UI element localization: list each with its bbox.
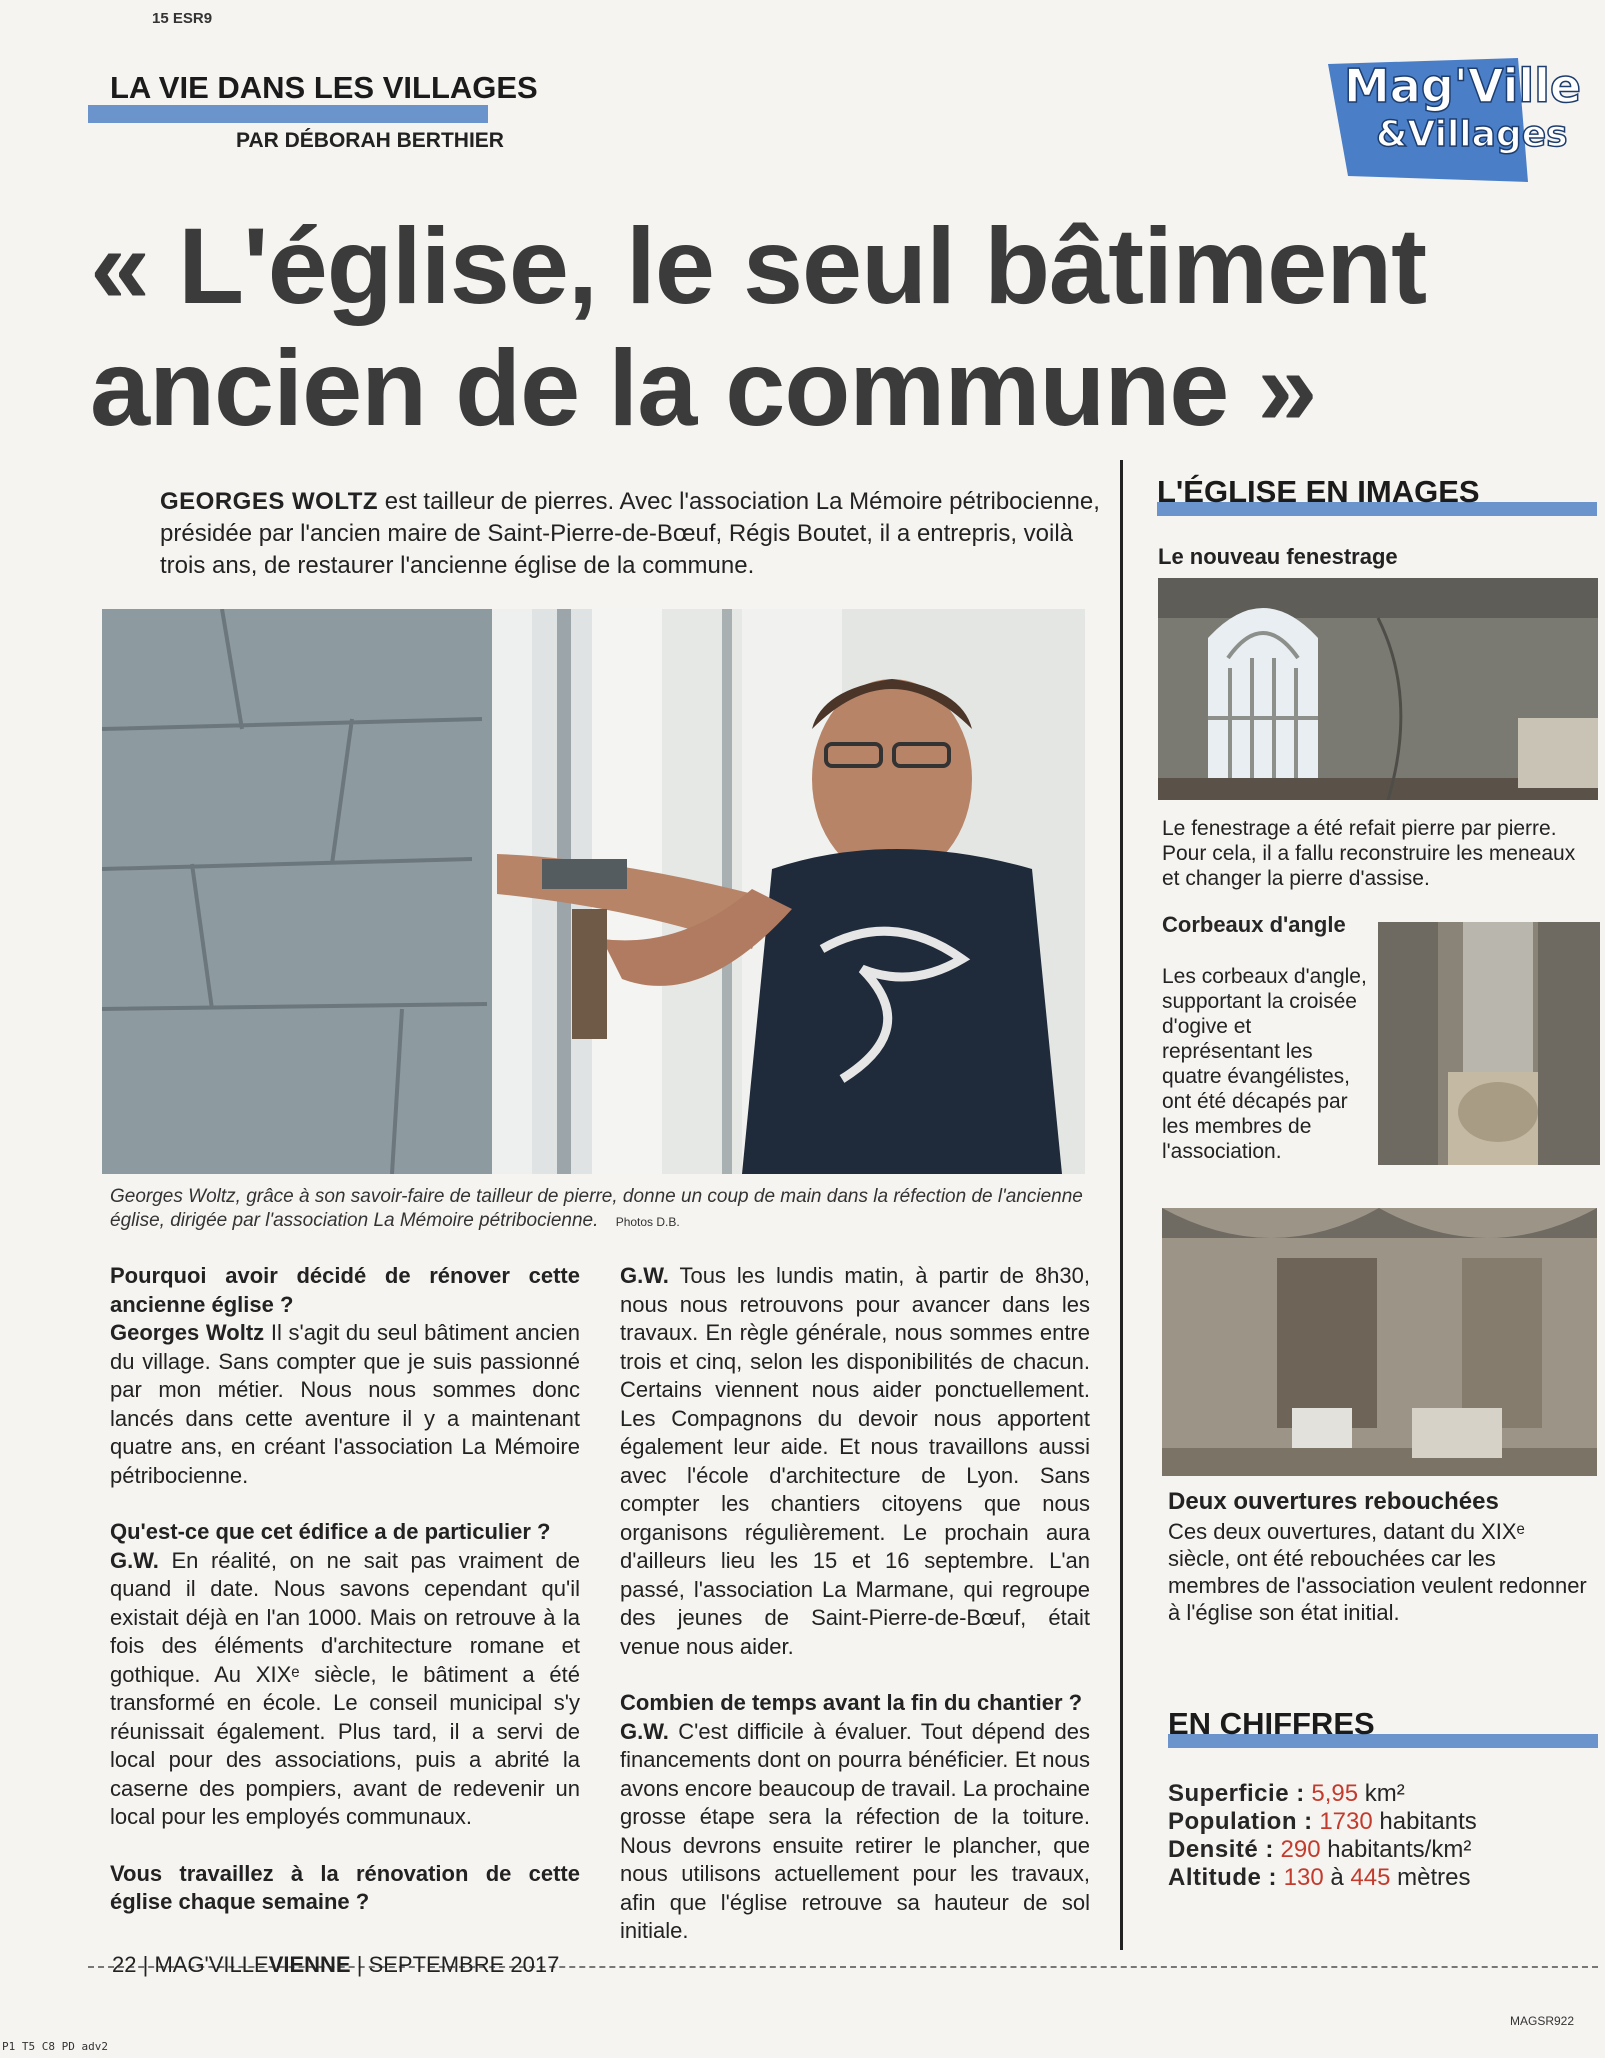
lead-text: est tailleur de pierres. Avec l'association La Mémoire pétribocienne, présidée par l'ancien maire de Saint-Pierre-de-Bœuf, Régis Boutet, il a entrepris, voilà trois ans, de restaurer l'ancienne église de la commune. [160,488,1100,579]
figures-list [1168,1780,1598,1892]
question-2: Qu'est-ce que cet édifice a de particulier ? [110,1519,551,1544]
answer-2: En réalité, on ne sait pas vraiment de quand il date. Nous savons cependant qu'il existait déjà en l'an 1000. Mais on retrouve à la fois des éléments d'architecture romane et gothique. Au XIXᵉ siècle, le bâtiment a été transformé en école. Le conseil municipal s'y réunissait également. Plus tard, il a servi de local pour des associations, puis a abrité la caserne des pompiers, avant de redevenir un local pour les employés communaux. [110,1547,580,1829]
main-photo-stonemason [102,609,1085,1174]
corbel-photo [1378,922,1600,1165]
photo-caption [110,1185,1090,1234]
lead-name: GEORGES WOLTZ [160,488,379,515]
svg-text:&Villages: &Villages [1376,114,1568,155]
answer-1-speaker: Georges Woltz [110,1320,265,1345]
question-1: Pourquoi avoir décidé de rénover cette ancienne église ? [110,1263,580,1317]
question-3: Vous travaillez à la rénovation de cette église chaque semaine ? [110,1860,580,1914]
bottom-print-code: P1 T5 C8 PD adv2 [2,2040,108,2053]
byline: PAR DÉBORAH BERTHIER [236,129,504,152]
answer-2-speaker: G.W. [110,1547,159,1573]
answer-4-speaker: G.W. [620,1718,669,1744]
corner-code: MAGSR922 [1510,2014,1575,2028]
magville-logo [1318,58,1588,182]
answer-3: Tous les lundis matin, à partir de 8h30, nous nous retrouvons pour avancer dans les travaux. En règle générale, nous sommes entre trois et cinq, selon les disponibilités de chacun. Certains viennent nous aider ponctuellement. Les Compagnons du devoir nous apportent également leur aide. Et nous travaillons aussi avec l'école d'architecture de Lyon. Sans compter les chantiers citoyens que nous organisons régulièrement. Le prochain aura d'ailleurs lieu les 15 et 16 septembre. L'an passé, l'association La Marmane, qui regroupe des jeunes de Saint-Pierre-de-Bœuf, était venue nous aider. [620,1263,1090,1659]
figure-densite: Densité : 290 habitants/km² [1168,1836,1472,1863]
page-number: 22 [112,1952,137,1977]
question-4: Combien de temps avant la fin du chantier ? [620,1690,1083,1715]
print-code: 15 ESR9 [152,10,213,27]
section-title: LA VIE DANS LES VILLAGES [110,70,538,105]
column-divider [1120,460,1123,1950]
figure-altitude: Altitude : 130 à 445 mètres [1168,1864,1471,1891]
footer-brand: MAG'VILLE [154,1952,269,1977]
sidebar-item-2-title: Corbeaux d'angle [1162,912,1346,937]
footer-issue: SEPTEMBRE 2017 [368,1952,560,1977]
headline: « L'église, le seul bâtiment ancien de la commune » [90,205,1427,448]
sidebar-item-3-text: Ces deux ouvertures, datant du XIXᵉ siècle, ont été rebouchées car les membres de l'association veulent redonner à l'église son état initial. [1168,1519,1587,1625]
footer-brand-bold: VIENNE [268,1952,351,1977]
figures-title: EN CHIFFRES [1168,1706,1375,1741]
sidebar-item-1-title: Le nouveau fenestrage [1158,544,1398,569]
lead-paragraph [160,486,1100,582]
answer-4: C'est difficile à évaluer. Tout dépend des financements dont on pourra bénéficier. Et nous avons encore beaucoup de travail. La prochaine grosse étape sera la réfection de la toiture. Nous devrons ensuite retirer le plancher, que nous utilisons actuellement pour les travaux, afin que l'église retrouve sa hauteur de sol initiale. [620,1718,1090,1943]
article-column-2 [620,1262,1090,1974]
filled-openings-photo [1162,1208,1597,1476]
sidebar-item-1-text: Le fenestrage a été refait pierre par pierre. Pour cela, il a fallu reconstruire les meneaux et changer la pierre d'assise. [1162,817,1576,890]
sidebar-item-2-text: Les corbeaux d'angle, supportant la croisée d'ogive et représentant les quatre évangélistes, ont été décapés par les membres de l'association. [1162,965,1367,1163]
section-highlight-bar [88,105,488,123]
article-column-1 [110,1262,580,1945]
photo-credit: Photos D.B. [615,1215,680,1229]
window-tracery-photo [1158,578,1598,800]
page-footer: 22 | MAG'VILLEVIENNE | SEPTEMBRE 2017 [112,1952,560,1977]
answer-1: Il s'agit du seul bâtiment ancien du village. Sans compter que je suis passionné par mon métier. Nous nous sommes donc lancés dans cette aventure il y a maintenant quatre ans, en créant l'association La Mémoire pétribocienne. [110,1320,580,1488]
figure-superficie: Superficie : 5,95 km² [1168,1780,1405,1807]
sidebar-title: L'ÉGLISE EN IMAGES [1157,474,1480,509]
svg-text:Mag'Ville: Mag'Ville [1344,59,1582,113]
sidebar-item-3-title: Deux ouvertures rebouchées [1168,1488,1499,1515]
answer-3-speaker: G.W. [620,1263,669,1288]
caption-text: Georges Woltz, grâce à son savoir-faire de tailleur de pierre, donne un coup de main dans la réfection de l'ancienne église, dirigée par l'association La Mémoire pétribocienne. [110,1186,1083,1231]
figure-population: Population : 1730 habitants [1168,1808,1477,1835]
